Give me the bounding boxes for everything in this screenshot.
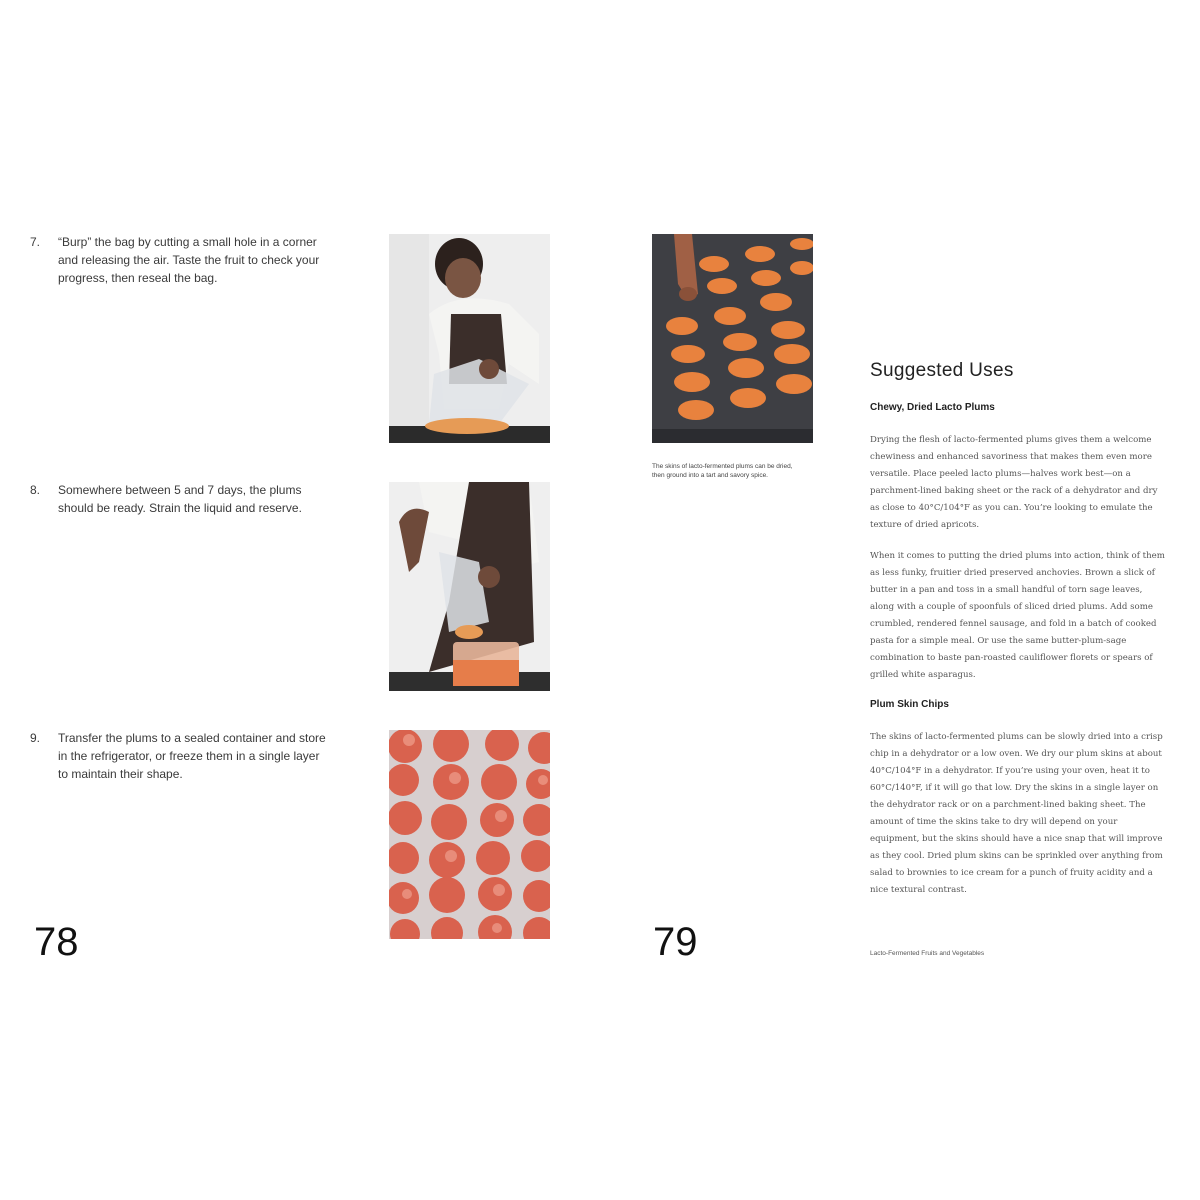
step-text: Transfer the plums to a sealed container and store in the refrigerator, or freeze them in a single layer to maintain their shape. bbox=[58, 731, 326, 781]
step-9 bbox=[30, 729, 330, 783]
step-number: 9. bbox=[30, 731, 41, 745]
paragraph: When it comes to putting the dried plums into action, think of them as less funky, fruitier dried preserved anchovies. Brown a slick of butter in a pan and toss in a small handful of torn sage leaves, along with a couple of spoonfuls of sliced dried plums. Add some crumbled, rendered fennel sausage, and fold in a batch of cooked pasta for a simple meal. Or use the same butter-plum-sage combination to baste pan-roasted cauliflower florets or spears of grilled white asparagus. bbox=[870, 551, 1165, 680]
page-number-left: 78 bbox=[34, 920, 79, 964]
photo-caption: The skins of lacto-fermented plums can be dried, then ground into a tart and savory spice. bbox=[652, 463, 793, 479]
step-number: 7. bbox=[30, 235, 41, 249]
photo-drying-skins bbox=[652, 234, 813, 443]
step-text: “Burp” the bag by cutting a small hole in a corner and releasing the air. Taste the fruit to check your progress, then reseal the bag. bbox=[58, 235, 320, 285]
step-text: Somewhere between 5 and 7 days, the plums should be ready. Strain the liquid and reserve. bbox=[58, 483, 302, 515]
paragraph: Drying the flesh of lacto-fermented plums gives them a welcome chewiness and enhanced savoriness that makes them even more versatile. Place peeled lacto plums—halves work best—on a parchment-lined baking sheet or the rack of a dehydrator and dry as close to 40°C/104°F as you can. You’re looking to emulate the texture of dried apricots. bbox=[870, 435, 1158, 530]
photo-plums-layer bbox=[389, 730, 550, 939]
subheading-dried-plums: Chewy, Dried Lacto Plums bbox=[870, 402, 995, 413]
paragraph: The skins of lacto-fermented plums can be slowly dried into a crisp chip in a dehydrator or a low oven. We dry our plum skins at about 40°C/104°F in a dehydrator. If you’re using your oven, heat it to 60°C/140°F, if it will go that low. Dry the skins in a single layer on the dehydrator rack or on a parchment-lined baking sheet. The amount of time the skins take to dry will depend on your equipment, but the skins should have a nice snap that will improve as they cool. Dried plum skins can be sprinkled over anything from salad to brownies to ice cream for a punch of fruity acidity and a nice textural contrast. bbox=[870, 732, 1163, 895]
subheading-skin-chips: Plum Skin Chips bbox=[870, 699, 949, 710]
running-footer: Lacto-Fermented Fruits and Vegetables bbox=[870, 950, 985, 957]
page-number-right: 79 bbox=[653, 920, 698, 964]
photo-straining-plums bbox=[389, 482, 550, 691]
section-heading: Suggested Uses bbox=[870, 360, 1014, 381]
step-number: 8. bbox=[30, 483, 41, 497]
step-8 bbox=[30, 481, 330, 517]
step-7 bbox=[30, 233, 330, 287]
photo-chef-burping-bag bbox=[389, 234, 550, 443]
